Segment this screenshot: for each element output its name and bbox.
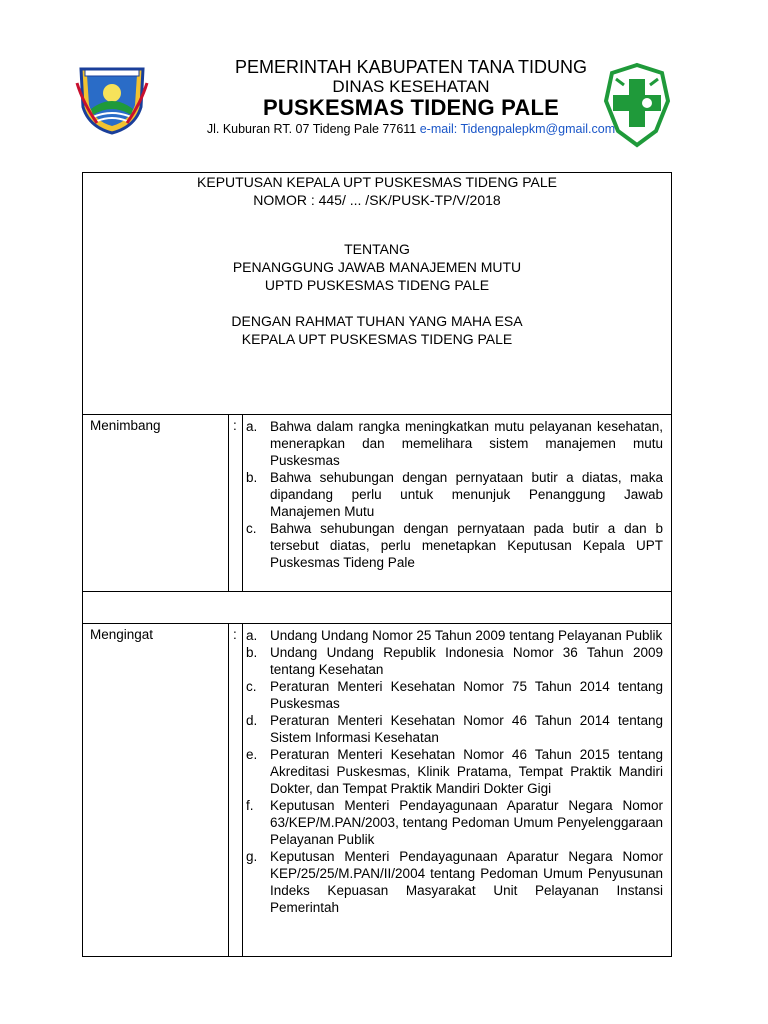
item-text: Peraturan Menteri Kesehatan Nomor 46 Tahun 2014 tentang Sistem Informasi Kesehatan (270, 713, 663, 745)
item-letter: a. (246, 628, 258, 643)
address-line (150, 123, 672, 136)
institution-name: PUSKESMAS TIDENG PALE (263, 95, 559, 120)
column-rule (242, 623, 243, 956)
government-line: PEMERINTAH KABUPATEN TANA TIDUNG (234, 57, 588, 77)
item-letter: c. (246, 679, 257, 694)
item-letter: b. (246, 645, 258, 660)
decree-number: NOMOR : 445/ ... /SK/PUSK-TP/V/2018 (253, 192, 501, 208)
item-letter: g. (246, 849, 258, 864)
item-text: Peraturan Menteri Kesehatan Nomor 75 Tahun 2014 tentang Puskesmas (270, 679, 663, 711)
list-item (246, 418, 663, 469)
item-text: Bahwa sehubungan dengan pernyataan pada butir a dan b tersebut diatas, perlu menetapkan Keputusan Kepala UPT Puskesmas Tideng Pale (270, 521, 663, 570)
item-text: Keputusan Menteri Pendayagunaan Aparatur Negara Nomor 63/KEP/M.PAN/2003, tentang Pedoman Umum Penyelenggaraan Pelayanan Publik (270, 798, 663, 847)
item-text: Keputusan Menteri Pendayagunaan Aparatur Negara Nomor KEP/25/25/M.PAN/II/2004 tentang Pedoman Umum Penyusunan Indeks Kepuasan Masyarakat Unit Pelayanan Instansi Pemerintah (270, 849, 663, 915)
list-item (246, 469, 663, 520)
item-text: Undang Undang Republik Indonesia Nomor 36 Tahun 2009 tentang Kesehatan (270, 645, 663, 677)
head-line: KEPALA UPT PUSKESMAS TIDENG PALE (241, 331, 513, 347)
item-letter: c. (246, 521, 257, 536)
subject-line-1: PENANGGUNG JAWAB MANAJEMEN MUTU (232, 259, 522, 275)
column-rule (228, 414, 229, 591)
item-letter: b. (246, 470, 258, 485)
divider (83, 414, 671, 415)
list-item (246, 848, 663, 916)
list-item (246, 627, 663, 644)
list-item (246, 712, 663, 746)
item-letter: a. (246, 419, 258, 434)
mengingat-label: Mengingat (90, 627, 154, 642)
list-item (246, 797, 663, 848)
column-rule (228, 623, 229, 956)
list-item (246, 520, 663, 571)
divider (83, 591, 671, 592)
list-item (246, 746, 663, 797)
menimbang-list (246, 418, 663, 571)
divider (83, 623, 671, 624)
item-text: Undang Undang Nomor 25 Tahun 2009 tentang Pelayanan Publik (270, 628, 663, 643)
department-line: DINAS KESEHATAN (332, 77, 490, 96)
mengingat-colon: : (233, 627, 237, 642)
item-text: Bahwa dalam rangka meningkatkan mutu pelayanan kesehatan, menerapkan dan memelihara sistem manajemen mutu Puskesmas (270, 419, 663, 468)
list-item (246, 644, 663, 678)
kabupaten-emblem-icon (75, 63, 149, 135)
mengingat-list (246, 627, 663, 916)
item-letter: f. (246, 798, 254, 813)
subject-line-2: UPTD PUSKESMAS TIDENG PALE (264, 277, 490, 293)
email-link[interactable]: e-mail: Tidengpalepkm@gmail.com (419, 122, 616, 136)
item-text: Peraturan Menteri Kesehatan Nomor 46 Tahun 2015 tentang Akreditasi Puskesmas, Klinik Pratama, Tempat Praktik Mandiri Dokter, dan Tempat Praktik Mandiri Dokter Gigi (270, 747, 663, 796)
column-rule (242, 414, 243, 591)
puskesmas-emblem-icon (602, 61, 672, 149)
item-text: Bahwa sehubungan dengan pernyataan butir a diatas, maka dipandang perlu untuk menunjuk Penanggung Jawab Manajemen Mutu (270, 470, 663, 519)
menimbang-label: Menimbang (90, 418, 161, 433)
decree-heading: KEPUTUSAN KEPALA UPT PUSKESMAS TIDENG PALE (197, 174, 557, 190)
about-label: TENTANG (344, 241, 410, 257)
item-letter: d. (246, 713, 258, 728)
letterhead (150, 58, 672, 136)
menimbang-colon: : (233, 418, 237, 433)
item-letter: e. (246, 747, 258, 762)
list-item (246, 678, 663, 712)
blessing-line: DENGAN RAHMAT TUHAN YANG MAHA ESA (231, 313, 523, 329)
address-text: Jl. Kuburan RT. 07 Tideng Pale 77611 (206, 122, 417, 136)
decree-title-block (83, 173, 671, 414)
decree-document (82, 172, 672, 957)
